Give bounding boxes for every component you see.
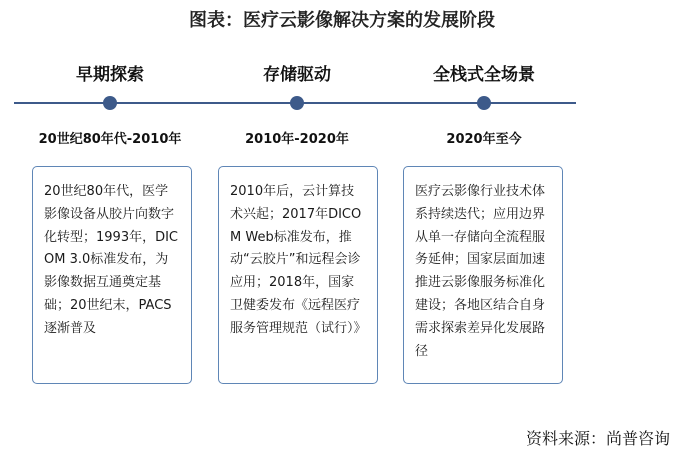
phase-1-period: 20世纪80年代-2010年 xyxy=(38,132,182,147)
phase-1-name: 早期探索 xyxy=(76,65,144,85)
diagram-title: 图表：医疗云影像解决方案的发展阶段 xyxy=(189,10,495,31)
phase-3-name: 全栈式全场景 xyxy=(433,65,535,85)
phase-1-card: 20世纪80年代，医学影像设备从胶片向数字化转型；1993年，DICOM 3.0标准发布，为影像数据互通奠定基础；20世纪末，PACS逐渐普及 xyxy=(32,166,192,384)
phase-2-name: 存储驱动 xyxy=(263,65,331,85)
timeline-dot-1 xyxy=(103,96,117,110)
timeline-dot-2 xyxy=(290,96,304,110)
source-note: 资料来源：尚普咨询 xyxy=(525,429,670,448)
phase-3-period: 2020年至今 xyxy=(446,132,522,147)
phase-2-card: 2010年后，云计算技术兴起；2017年DICOM Web标准发布，推动“云胶片”和远程会诊应用；2018年，国家卫健委发布《远程医疗服务管理规范（试行）》 xyxy=(218,166,378,384)
phase-2-period: 2010年-2020年 xyxy=(245,132,349,147)
timeline-dot-3 xyxy=(477,96,491,110)
phase-3-card: 医疗云影像行业技术体系持续迭代；应用边界从单一存储向全流程服务延伸；国家层面加速推进云影像服务标准化建设；各地区结合自身需求探索差异化发展路径 xyxy=(403,166,563,384)
